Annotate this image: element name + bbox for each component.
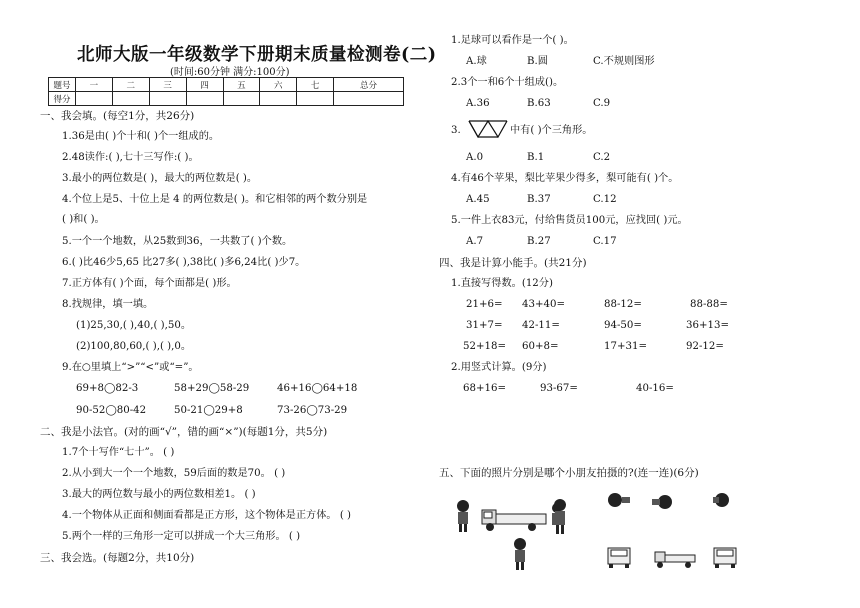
choice: A.0 <box>466 152 484 163</box>
choice: A.45 <box>466 194 490 205</box>
calc-item: 31+7= <box>466 320 503 331</box>
score-blank[interactable] <box>297 92 334 106</box>
section-heading: 四、我是计算小能手。(共21分) <box>439 257 587 269</box>
choice: A.球 <box>466 56 487 67</box>
choice: C.12 <box>593 194 617 205</box>
score-blank[interactable] <box>260 92 297 106</box>
photo-options <box>600 490 740 570</box>
child-icon <box>548 498 572 538</box>
question: 5.一件上衣83元，付给售货员100元，应找回( )元。 <box>451 215 688 226</box>
sub-question: (2)100,80,60,( ),( ),0。 <box>76 341 192 352</box>
score-table-score-row <box>49 92 404 106</box>
photo-kid-face-icon <box>652 495 672 509</box>
page-title: 北师大版一年级数学下册期末质量检测卷(二) <box>77 45 437 65</box>
truck-front-icon <box>608 548 630 568</box>
choice: B.27 <box>527 236 551 247</box>
question: 2.3个一和6个十组成()。 <box>451 77 564 88</box>
sub-question: (1)25,30,( ),40,( ),50。 <box>76 320 192 331</box>
score-cell: 总分 <box>334 78 404 92</box>
choice: C.2 <box>593 152 611 163</box>
score-blank[interactable] <box>223 92 260 106</box>
exam-info: (时间:60分钟 满分:100分) <box>170 67 290 78</box>
question-number: 3. <box>451 125 461 136</box>
sub-heading: 1.直接写得数。(12分) <box>451 278 553 289</box>
choice: B.37 <box>527 194 551 205</box>
score-table-header-row <box>49 78 404 92</box>
child-icon <box>514 538 526 570</box>
score-blank[interactable] <box>186 92 223 106</box>
score-cell: 题号 <box>49 78 76 92</box>
compare-item: 73-26◯73-29 <box>277 405 348 416</box>
score-cell: 七 <box>297 78 334 92</box>
choice: C.17 <box>593 236 617 247</box>
choice: B.圆 <box>527 56 548 67</box>
question: 2.48读作:( ),七十三写作:( )。 <box>62 152 199 163</box>
score-table <box>48 77 404 106</box>
crown-triangles-figure <box>467 117 509 141</box>
calc-item: 21+6= <box>466 299 503 310</box>
question: 1.7个十写作“七十”。 ( ) <box>62 447 175 458</box>
score-blank[interactable] <box>334 92 404 106</box>
question: 8.找规律，填一填。 <box>62 299 154 310</box>
compare-item: 58+29◯58-29 <box>174 383 250 394</box>
calc-item: 88-88= <box>690 299 728 310</box>
photo-kid-face-icon <box>713 493 729 507</box>
child-icon <box>457 500 469 532</box>
score-cell: 五 <box>223 78 260 92</box>
question: 中有( )个三角形。 <box>510 125 593 136</box>
section-heading: 五、下面的照片分别是哪个小朋友拍摄的?(连一连)(6分) <box>439 467 699 479</box>
score-blank[interactable] <box>76 92 113 106</box>
score-cell: 一 <box>76 78 113 92</box>
choice: A.36 <box>466 98 490 109</box>
calc-item: 92-12= <box>686 341 724 352</box>
score-cell: 得分 <box>49 92 76 106</box>
sub-heading: 2.用竖式计算。(9分) <box>451 362 547 373</box>
choice: B.1 <box>527 152 545 163</box>
question: 1.足球可以看作是一个( )。 <box>451 35 574 46</box>
calc-item: 60+8= <box>522 341 559 352</box>
question-continued: ( )和( )。 <box>62 214 105 225</box>
question: 5.两个一样的三角形一定可以拼成一个大三角形。 ( ) <box>62 531 301 542</box>
truck-side-icon <box>655 552 695 568</box>
score-cell: 四 <box>186 78 223 92</box>
truck-icon <box>482 510 546 531</box>
calc-item: 88-12= <box>604 299 642 310</box>
question: 9.在○里填上“>”“<”或“=”。 <box>62 362 199 373</box>
truck-front-icon <box>714 548 736 568</box>
calc-item: 43+40= <box>522 299 565 310</box>
compare-item: 50-21◯29+8 <box>174 405 243 416</box>
question: 7.正方体有( )个面，每个面都是( )形。 <box>62 278 237 289</box>
question: 4.有46个苹果，梨比苹果少得多，梨可能有( )个。 <box>451 173 679 184</box>
question: 3.最大的两位数与最小的两位数相差1。 ( ) <box>62 489 256 500</box>
calc-item: 94-50= <box>604 320 642 331</box>
calc-item: 17+31= <box>604 341 647 352</box>
calc-item: 40-16= <box>636 383 674 394</box>
calc-item: 68+16= <box>463 383 506 394</box>
question: 6.( )比46少5,65 比27多( ),38比( )多6,24比( )少7。 <box>62 257 306 268</box>
calc-item: 36+13= <box>686 320 729 331</box>
score-blank[interactable] <box>149 92 186 106</box>
calc-item: 52+18= <box>463 341 506 352</box>
choice: C.9 <box>593 98 611 109</box>
choice: A.7 <box>466 236 484 247</box>
question: 2.从小到大一个一个地数，59后面的数是70。 ( ) <box>62 468 286 479</box>
calc-item: 93-67= <box>540 383 578 394</box>
section-heading: 三、我会选。(每题2分，共10分) <box>40 552 195 564</box>
compare-item: 46+16◯64+18 <box>277 383 358 394</box>
score-cell: 六 <box>260 78 297 92</box>
score-blank[interactable] <box>112 92 149 106</box>
choice: C.不规则图形 <box>593 56 655 67</box>
score-cell: 二 <box>112 78 149 92</box>
section-heading: 一、我会填。(每空1分，共26分) <box>40 110 195 122</box>
compare-item: 90-52◯80-42 <box>76 405 147 416</box>
scene-kids-and-truck <box>450 494 560 574</box>
score-cell: 三 <box>149 78 186 92</box>
choice: B.63 <box>527 98 551 109</box>
compare-item: 69+8◯82-3 <box>76 383 139 394</box>
photo-kid-face-icon <box>608 493 630 507</box>
question: 4.一个物体从正面和侧面看都是正方形，这个物体是正方体。 ( ) <box>62 510 352 521</box>
calc-item: 42-11= <box>522 320 560 331</box>
section-heading: 二、我是小法官。(对的画“√”，错的画“×”)(每题1分，共5分) <box>40 426 328 438</box>
question: 5.一个一个地数，从25数到36，一共数了( )个数。 <box>62 236 293 247</box>
question: 1.36是由( )个十和( )个一组成的。 <box>62 131 220 142</box>
question: 3.最小的两位数是( )，最大的两位数是( )。 <box>62 173 258 184</box>
question: 4.个位上是5、十位上是 4 的两位数是( )。和它相邻的两个数分别是 <box>62 194 368 205</box>
